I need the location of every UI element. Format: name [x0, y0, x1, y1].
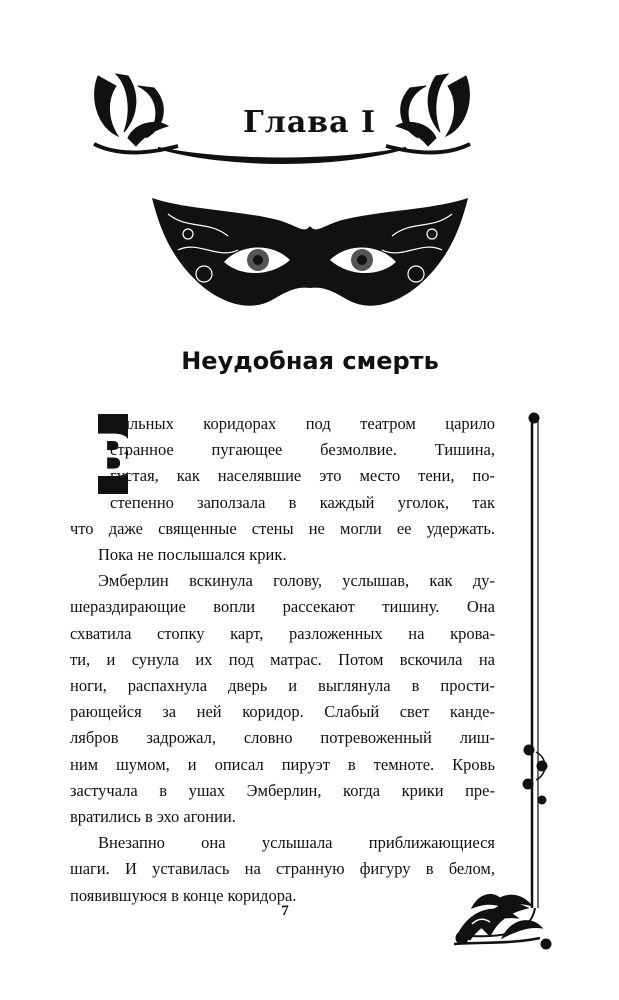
text-line: ти, и сунула их под матрас. Потом вскочила на [70, 649, 495, 669]
chapter-subtitle: Неудобная смерть [181, 347, 439, 375]
text-line: Пока не послышался крик. [98, 545, 287, 565]
text-line: Внезапно она услышала приближающиеся [98, 833, 495, 853]
bottom-floral-ornament-icon [452, 888, 542, 948]
text-line: лябров задрожал, словно потревоженный лиш- [70, 728, 495, 748]
chapter-title: Глава I [242, 105, 377, 140]
text-line: схватила стопку карт, разложенных на крова- [70, 623, 495, 643]
text-line: ноги, распахнула дверь и выглянула в прости- [70, 676, 495, 696]
text-line: вратились в эхо агонии. [70, 807, 236, 827]
text-line: шаги. И уставилась на странную фигуру в белом, [70, 859, 495, 879]
text-line: появившуюся в конце коридора. [70, 885, 297, 905]
masquerade-mask-icon [148, 190, 472, 318]
drop-cap-letter: В [90, 422, 136, 490]
text-line: шераздирающие вопли рассекают тишину. Она [70, 597, 495, 617]
title-underline [158, 148, 406, 163]
text-line: рающейся за ней коридор. Слабый свет канде- [70, 702, 495, 722]
text-line: пыльных коридорах под театром царило [110, 414, 495, 433]
text-line: Эмберлин вскинула голову, услышав, как ду- [98, 571, 495, 591]
text-line: странное пугающее безмолвие. Тишина, [110, 440, 495, 460]
text-line: степенно заползала в каждый уголок, так [110, 492, 495, 512]
text-line: что даже священные стены не могли ее удержать. [70, 518, 495, 538]
text-line: застучала в ушах Эмберлин, когда крики пре- [70, 780, 495, 800]
side-floral-border-icon [512, 408, 572, 956]
text-line: ним шумом, и описал пируэт в темноте. Кровь [70, 754, 495, 774]
body-text [70, 411, 495, 909]
page-number: 7 [281, 903, 289, 919]
text-line: густая, как населявшие это место тени, по- [110, 466, 495, 486]
